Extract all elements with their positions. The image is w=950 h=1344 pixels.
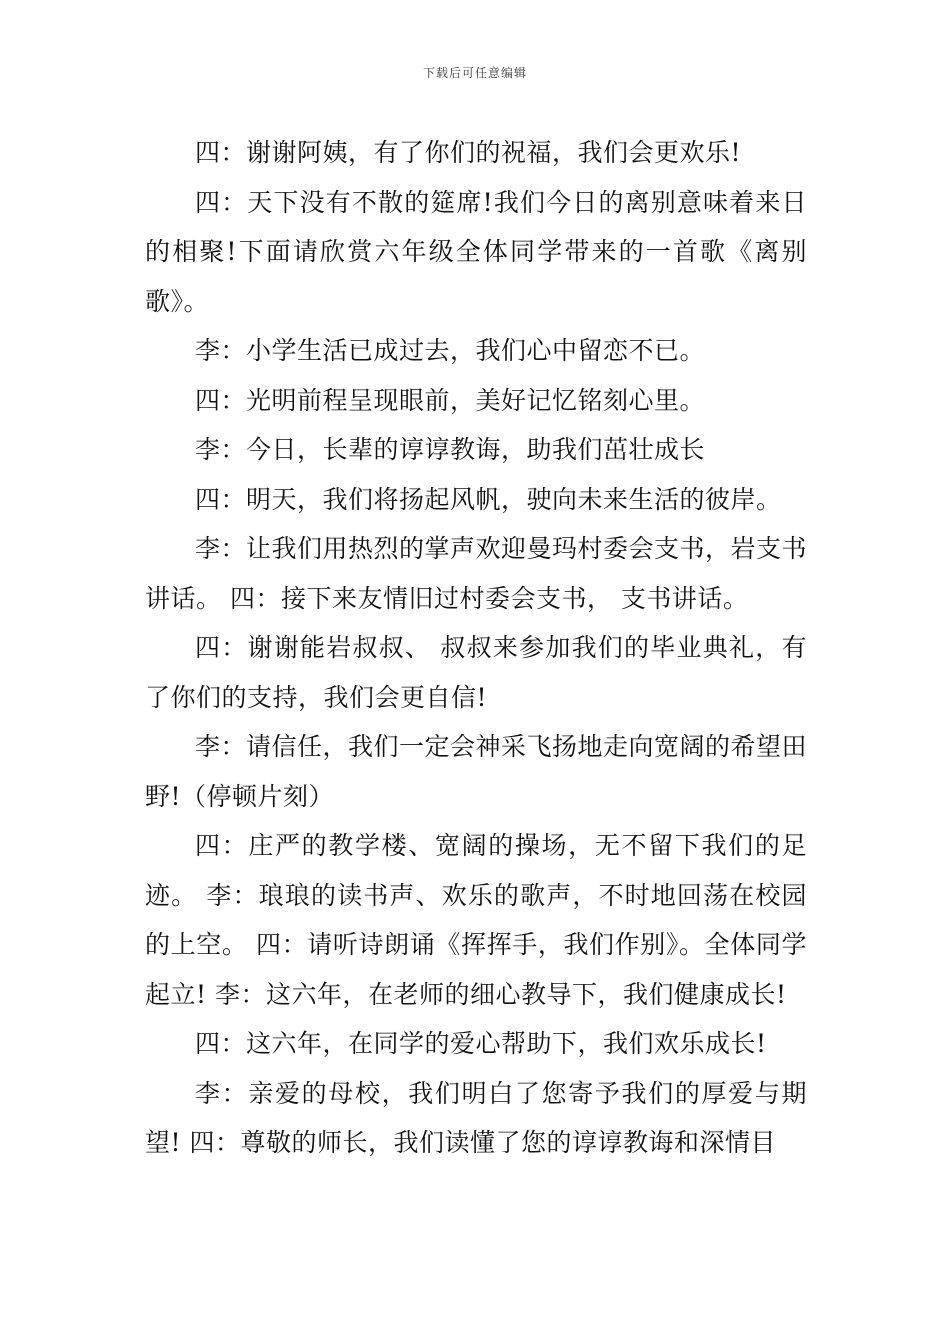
paragraph-9: 李：请信任，我们一定会神采飞扬地走向宽阔的希望田野!（停顿片刻） bbox=[145, 732, 808, 811]
paragraph-5: 李：今日，长辈的谆谆教诲，助我们茁壮成长 bbox=[195, 435, 706, 464]
paragraph-12: 李：亲爱的母校，我们明白了您寄予我们的厚爱与期望! 四：尊敬的师长，我们读懂了您的谆谆教诲和深情目 bbox=[145, 1078, 807, 1157]
body-text bbox=[145, 128, 807, 1168]
page-header-note: 下载后可任意编辑 bbox=[422, 66, 527, 80]
paragraph-11: 四：这六年，在同学的爱心帮助下，我们欢乐成长! bbox=[195, 1029, 767, 1058]
paragraph-3: 李：小学生活已成过去，我们心中留恋不已。 bbox=[195, 336, 706, 365]
paragraph-4: 四：光明前程呈现眼前，美好记忆铭刻心里。 bbox=[195, 385, 706, 415]
paragraph-10: 四：庄严的教学楼、宽阔的操场，无不留下我们的足迹。 李：琅琅的读书声、欢乐的歌声，不时地回荡在校园的上空。 四：请听诗朗诵《挥挥手，我们作别》。全体同学起立! 李：这六年，在老师的细心教导下，我们健康成长! bbox=[145, 831, 807, 1009]
paragraph-2: 四：天下没有不散的筵席!我们今日的离别意味着来日的相聚!下面请欣赏六年级全体同学带来的一首歌《离别歌》。 bbox=[145, 187, 807, 316]
paragraph-1: 四：谢谢阿姨，有了你们的祝福，我们会更欢乐! bbox=[195, 138, 742, 167]
paragraph-8: 四：谢谢能岩叔叔、 叔叔来参加我们的毕业典礼，有了你们的支持，我们会更自信! bbox=[145, 633, 807, 712]
paragraph-6: 四：明天，我们将扬起风帆，驶向未来生活的彼岸。 bbox=[195, 484, 782, 514]
paragraph-7: 李：让我们用热烈的掌声欢迎曼玛村委会支书，岩支书讲话。 四：接下来友情旧过村委会支书， 支书讲话。 bbox=[145, 534, 808, 613]
